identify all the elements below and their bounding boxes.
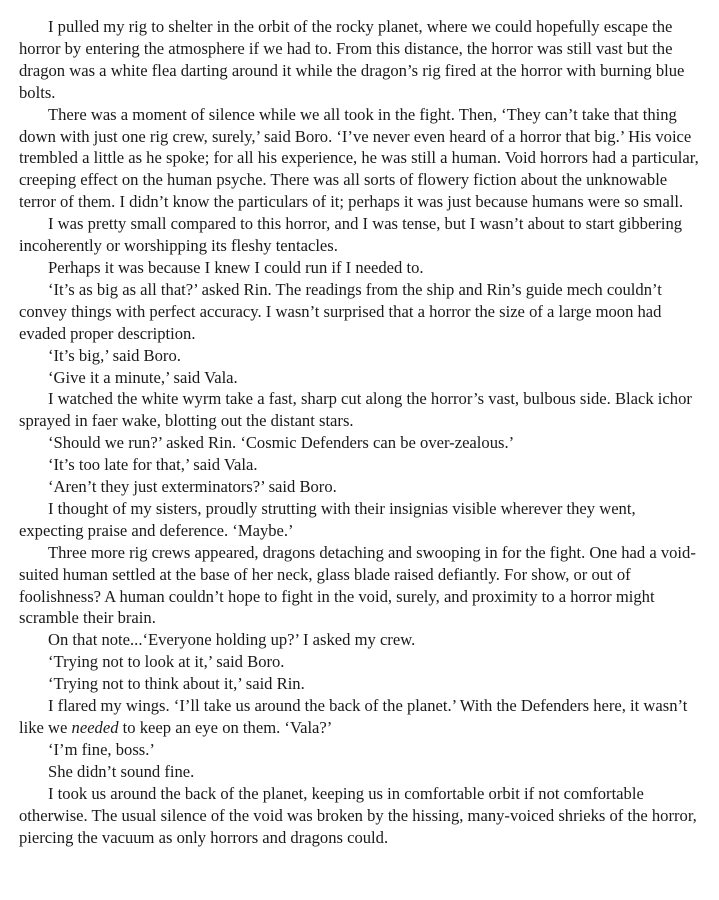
paragraph: ‘Trying not to look at it,’ said Boro. (48, 652, 285, 672)
paragraph: ‘Aren’t they just exterminators?’ said Boro. (48, 477, 337, 497)
paragraph: ‘I’m fine, boss.’ (48, 739, 155, 759)
paragraph: Perhaps it was because I knew I could run if I needed to. (48, 257, 424, 277)
paragraph: I pulled my rig to shelter in the orbit of the rocky planet, where we could hopefully escape the horror by entering the atmosphere if we had to. From this distance, the horror was still vast but the dragon was a white flea darting around it while the dragon’s rig fired at the horror with burning blue bolts. (19, 17, 685, 102)
paragraph: I was pretty small compared to this horror, and I was tense, but I wasn’t about to start gibbering incoherently or worshipping its fleshy tentacles. (19, 214, 683, 256)
paragraph: ‘It’s as big as all that?’ asked Rin. The readings from the ship and Rin’s guide mech couldn’t convey things with perfect accuracy. I wasn’t surprised that a horror the size of a large moon had evaded proper description. (19, 279, 662, 343)
paragraph: On that note...‘Everyone holding up?’ I asked my crew. (48, 630, 416, 650)
paragraph: Three more rig crews appeared, dragons detaching and swooping in for the fight. One had a void-suited human settled at the base of her neck, glass blade raised defiantly. For show, or out of foolishness? A human couldn’t hope to fight in the void, surely, and proximity to a horror might scramble their brain. (19, 542, 696, 628)
paragraph: She didn’t sound fine. (48, 761, 195, 781)
paragraph: ‘Give it a minute,’ said Vala. (48, 367, 238, 387)
paragraph: There was a moment of silence while we all took in the fight. Then, ‘They can’t take that thing down with just one rig crew, surely,’ said Boro. ‘I’ve never even heard of a horror that big.’ His voice trembled a little as he spoke; for all his experience, he was still a human. Void horrors had a particular, creeping effect on the human psyche. There was all sorts of flowery fiction about the unknowable terror of them. I didn’t know the particulars of it; perhaps it was just because humans were so small. (19, 104, 699, 212)
paragraph: ‘Should we run?’ asked Rin. ‘Cosmic Defenders can be over-zealous.’ (48, 433, 515, 453)
emphasized-word: needed (71, 718, 119, 737)
paragraph-text: to keep an eye on them. ‘Vala?’ (118, 718, 333, 737)
paragraph: ‘It’s too late for that,’ said Vala. (48, 455, 258, 475)
paragraph: I thought of my sisters, proudly strutting with their insignias visible wherever they went, expecting praise and deference. ‘Maybe.’ (19, 498, 636, 540)
paragraph: ‘Trying not to think about it,’ said Rin. (48, 674, 305, 694)
paragraph: I took us around the back of the planet, keeping us in comfortable orbit if not comfortable otherwise. The usual silence of the void was broken by the hissing, many-voiced shrieks of the horror, piercing the vacuum as only horrors and dragons could. (19, 783, 697, 847)
paragraph: I watched the white wyrm take a fast, sharp cut along the horror’s vast, bulbous side. Black ichor sprayed in faer wake, blotting out the distant stars. (19, 389, 692, 431)
paragraph (19, 695, 701, 739)
paragraph-text: I flared my wings. ‘I’ll take us around the back of the planet.’ With the Defenders here, it wasn’t like we (19, 696, 688, 737)
paragraph: ‘It’s big,’ said Boro. (48, 345, 181, 365)
